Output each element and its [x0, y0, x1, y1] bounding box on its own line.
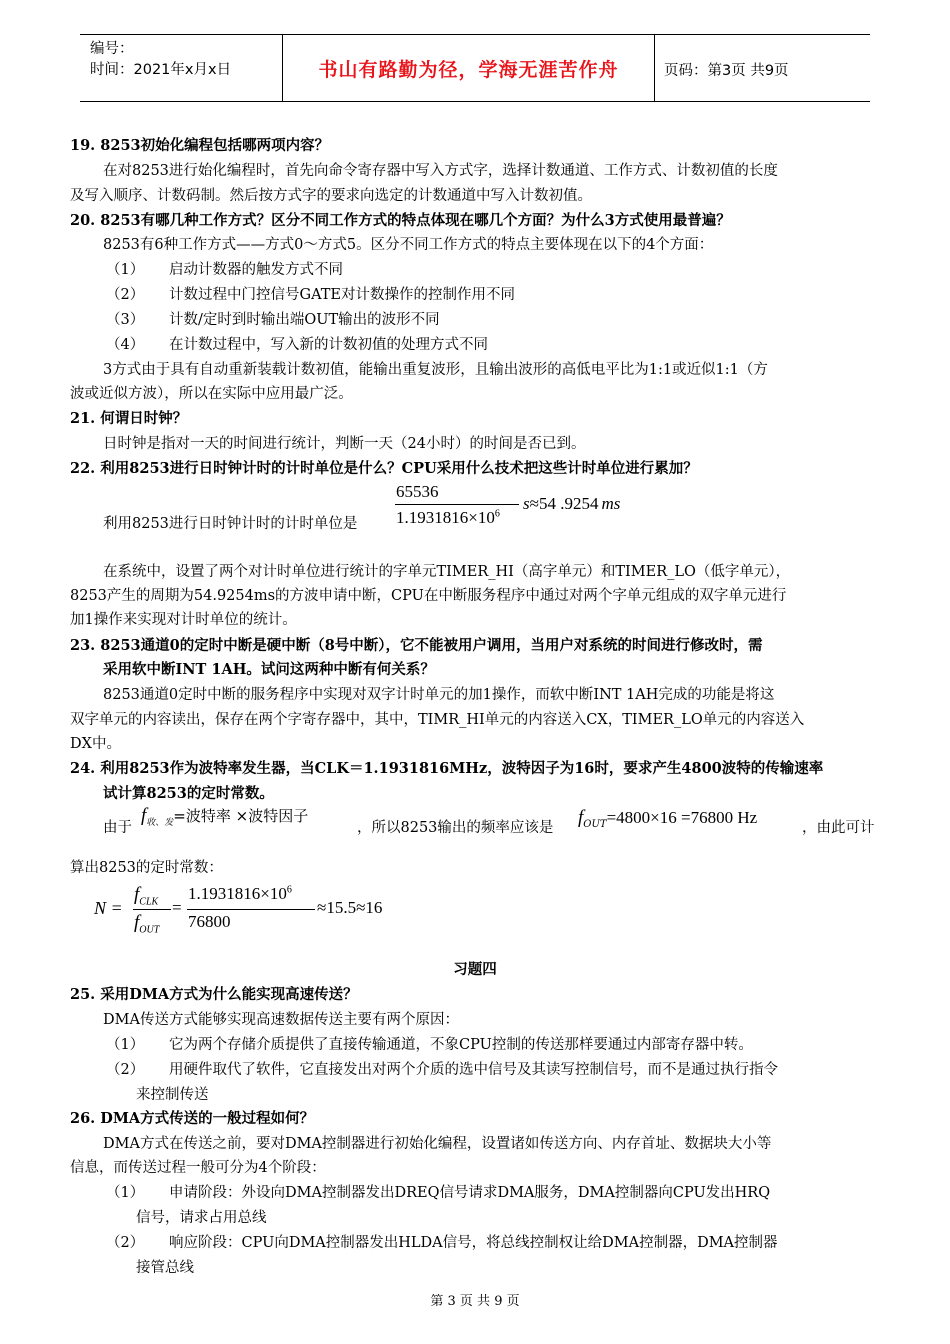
page-header [80, 34, 870, 102]
formula-numerator: 65536 [396, 482, 439, 501]
list-item [106, 1233, 778, 1253]
list-item-number: （3） [106, 312, 145, 328]
answer-23-line3: DX中。 [70, 736, 121, 752]
list-item-number: （2） [106, 1235, 145, 1251]
fraction-bar [187, 909, 315, 910]
answer-23-line1: 8253通道0定时中断的服务程序中实现对双字计时单元的加1操作，而软中断INT 1AH完成的功能是将这 [103, 687, 775, 703]
formula-fout-symbol: f [578, 807, 584, 828]
formula-value: ≈54 .9254 [529, 494, 599, 513]
question-23-title-line1: 23. 8253通道0的定时中断是硬中断（8号中断），它不能被用户调用，当用户对系统的时间进行修改时，需 [70, 637, 763, 654]
formula-f-subscript: 收、发 [146, 817, 174, 828]
question-25-title: 25. 采用DMA方式为什么能实现高速传送？ [70, 986, 358, 1003]
formula-result [523, 494, 620, 514]
fraction-bar [395, 504, 519, 505]
list-item-text: 用硬件取代了软件，它直接发出对两个介质的选中信号及其读写控制信号，而不是通过执行指令 [169, 1062, 778, 1078]
list-item [106, 1035, 753, 1055]
header-divider [654, 35, 655, 101]
answer-19-line1: 在对8253进行始化编程时，首先向命令寄存器中写入方式字，选择计数通道、工作方式、计数初值的长度 [103, 163, 778, 179]
formula-unit-s: s [523, 494, 530, 513]
page-footer: 第 3 页 共 9 页 [430, 1294, 520, 1309]
question-22-title: 22. 利用8253进行日时钟计时的计时单位是什么？CPU采用什么技术把这些计时单位进行累加？ [70, 460, 698, 477]
question-23-title-line2: 采用软中断INT 1AH。试问这两种中断有何关系？ [103, 661, 435, 678]
answer-19-line2: 及写入顺序、计数码制。然后按方式字的要求向选定的计数通道中写入计数初值。 [70, 188, 592, 204]
formula-exponent: 6 [286, 884, 292, 896]
answer-20-conclusion-line2: 波或近似方波），所以在实际中应用最广泛。 [70, 386, 353, 402]
formula-n-result: ≈15.5≈16 [317, 898, 383, 917]
answer-26-line2: 信息，而传送过程一般可分为4个阶段： [70, 1160, 326, 1176]
list-item [106, 310, 440, 330]
formula-equals: = [172, 898, 182, 917]
answer-24-calc: 算出8253的定时常数： [70, 860, 223, 876]
answer-26-line1: DMA方式在传送之前，要对DMA控制器进行初始化编程，设置诸如传送方向、内存首址、数据块大小等 [103, 1136, 772, 1152]
formula-n-denominator [134, 912, 159, 935]
formula-subscript: OUT [139, 924, 160, 936]
formula-denominator-base: 1.1931816×10 [396, 508, 495, 527]
number-label: 编号： [90, 41, 134, 57]
list-item-number: （2） [106, 1062, 145, 1078]
formula-f-symbol: f [134, 912, 140, 933]
fraction-bar [133, 909, 171, 910]
question-24-title-line2: 试计算8253的定时常数。 [103, 785, 274, 802]
answer-24-tail: ，由此可计 [802, 820, 875, 836]
formula-n-numerator2 [188, 884, 292, 904]
list-item-text: 计数过程中门控信号GATE对计数操作的控制作用不同 [169, 287, 516, 303]
list-item [106, 285, 515, 305]
list-item-number: （1） [106, 1185, 145, 1201]
list-item [106, 260, 343, 280]
formula-f-transceive [141, 806, 308, 833]
list-item-text: 计数/定时到时输出端OUT输出的波形不同 [169, 312, 440, 328]
answer-21: 日时钟是指对一天的时间进行统计，判断一天（24小时）的时间是否已到。 [103, 436, 586, 452]
section-heading: 习题四 [453, 961, 497, 978]
formula-numerator-base: 1.1931816×10 [188, 884, 287, 903]
formula-exponent: 6 [494, 508, 500, 520]
question-26-title: 26. DMA方式传送的一般过程如何？ [70, 1110, 315, 1127]
answer-24-mid: ，所以8253输出的频率应该是 [357, 820, 554, 836]
list-item-text: 它为两个存储介质提供了直接传输通道，不象CPU控制的传送那样要通过内部寄存器中转。 [169, 1037, 753, 1053]
answer-23-line2: 双字单元的内容读出，保存在两个字寄存器中，其中，TIMR_HI单元的内容送入CX，TIMER_LO单元的内容送入 [70, 712, 805, 728]
list-item-continuation: 接管总线 [136, 1260, 194, 1276]
list-item-number: （2） [106, 287, 145, 303]
list-item [106, 1060, 778, 1080]
list-item-continuation: 信号，请求占用总线 [136, 1210, 267, 1226]
list-item-number: （4） [106, 337, 145, 353]
answer-25-intro: DMA传送方式能够实现高速数据传送主要有两个原因： [103, 1012, 459, 1028]
list-item-text: 启动计数器的触发方式不同 [169, 262, 343, 278]
answer-20-conclusion-line1: 3方式由于具有自动重新装载计数初值，能输出重复波形，且输出波形的高低电平比为1:1或近似1:1（方 [103, 362, 768, 378]
formula-n-lhs: N = [94, 898, 123, 918]
list-item-text: 申请阶段：外设向DMA控制器发出DREQ信号请求DMA服务，DMA控制器向CPU发出HRQ [169, 1185, 771, 1201]
question-24-title-line1: 24. 利用8253作为波特率发生器，当CLK＝1.1931816MHz，波特因子为16时，要求产生4800波特的传输速率 [70, 760, 824, 777]
header-info [90, 39, 231, 81]
header-motto: 书山有路勤为径，学海无涯苦作舟 [318, 59, 619, 81]
formula-denominator [396, 508, 500, 528]
formula-fout [578, 808, 757, 835]
answer-22-lead: 利用8253进行日时钟计时的计时单位是 [103, 516, 358, 532]
header-page-code: 页码：第3页 共9页 [664, 63, 789, 79]
list-item [106, 1183, 770, 1203]
list-item-text: 在计数过程中，写入新的计数初值的处理方式不同 [169, 337, 488, 353]
time-label: 时间：2021年x月x日 [90, 62, 232, 78]
list-item-continuation: 来控制传送 [136, 1087, 209, 1103]
answer-24-since: 由于 [103, 820, 132, 836]
answer-22-para-line3: 加1操作来实现对计时单位的统计。 [70, 612, 297, 628]
answer-22-para-line1: 在系统中，设置了两个对计时单位进行统计的字单元TIMER_HI（高字单元）和TIMER_LO（低字单元）， [103, 564, 791, 580]
list-item-number: （1） [106, 1037, 145, 1053]
list-item [106, 335, 488, 355]
list-item-number: （1） [106, 262, 145, 278]
formula-f-symbol: f [134, 884, 140, 905]
question-20-title: 20. 8253有哪几种工作方式？区分不同工作方式的特点体现在哪几个方面？为什么3方式使用最普遍？ [70, 212, 731, 229]
formula-f-symbol: f [141, 805, 147, 826]
formula-unit-ms: ms [601, 494, 621, 513]
formula-fout-subscript: OUT [583, 818, 607, 830]
question-21-title: 21. 何谓日时钟？ [70, 410, 188, 427]
list-item-text: 响应阶段：CPU向DMA控制器发出HLDA信号，将总线控制权让给DMA控制器，DMA控制器 [169, 1235, 778, 1251]
answer-22-para-line2: 8253产生的周期为54.9254ms的方波申请中断，CPU在中断服务程序中通过对两个字单元组成的双字单元进行 [70, 588, 787, 604]
answer-20-intro: 8253有6种工作方式——方式0～方式5。区分不同工作方式的特点主要体现在以下的4个方面： [103, 237, 714, 253]
formula-n-numerator [134, 884, 158, 907]
question-19-title: 19. 8253初始化编程包括哪两项内容？ [70, 137, 330, 154]
formula-fout-rhs: =4800×16 =76800 Hz [606, 808, 758, 827]
formula-n-denominator2: 76800 [188, 912, 231, 931]
formula-f-rhs: =波特率 ×波特因子 [173, 807, 309, 825]
formula-subscript: CLK [139, 896, 159, 908]
